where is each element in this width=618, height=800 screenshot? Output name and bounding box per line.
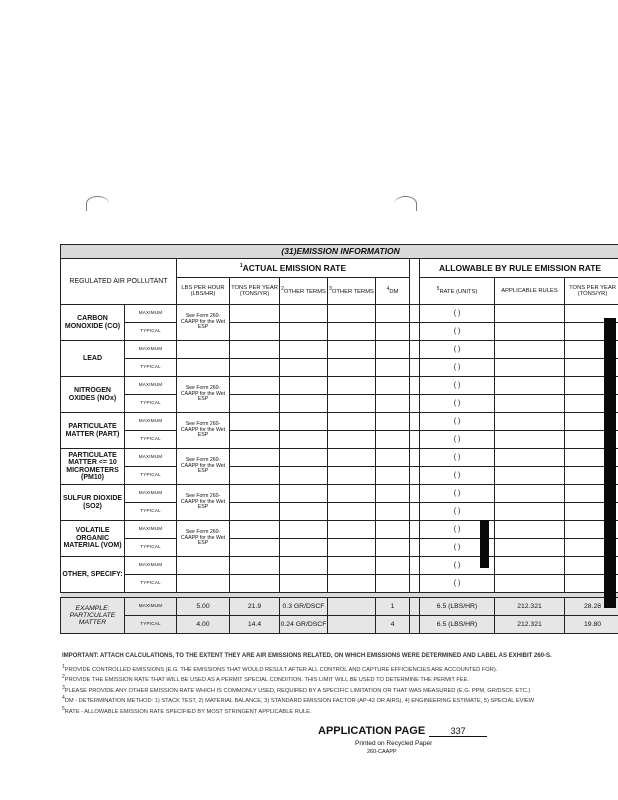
- see-form-note: See Form 260-CAAPP for the Wet ESP: [177, 377, 230, 413]
- redaction-bar: [480, 520, 489, 568]
- see-form-note: See Form 260-CAAPP for the Wet ESP: [177, 413, 230, 449]
- table-row: NITROGEN OXIDES (NOx) MAXIMUM See Form 260-CAAPP for the Wet ESP ( ): [61, 377, 618, 395]
- table-row: VOLATILE ORGANIC MATERIAL (VOM) MAXIMUM See Form 260-CAAPP for the Wet ESP ( ): [61, 521, 618, 539]
- col-rate-units: $^5$RATE (UNITS): [420, 278, 495, 305]
- pollutant-name: OTHER, SPECIFY:: [61, 557, 125, 593]
- table-row: PARTICULATE MATTER <= 10 MICROMETERS (PM10) MAXIMUM See Form 260-CAAPP for the Wet ESP ( ): [61, 449, 618, 467]
- see-form-note: See Form 260-CAAPP for the Wet ESP: [177, 305, 230, 341]
- see-form-note: See Form 260-CAAPP for the Wet ESP: [177, 485, 230, 521]
- table-row: SULFUR DIOXIDE (SO2) MAXIMUM See Form 260-CAAPP for the Wet ESP ( ): [61, 485, 618, 503]
- table-row: TYPICAL ( ): [61, 359, 618, 377]
- table-row: TYPICAL ( ): [61, 503, 618, 521]
- table-row: TYPICAL ( ): [61, 467, 618, 485]
- footnote: $^5$RATE - ALLOWABLE EMISSION RATE SPECIFIED BY MOST STRINGENT APPLICABLE RULE.: [62, 705, 312, 715]
- col-other-terms-b: $^3$OTHER TERMS: [328, 278, 376, 305]
- col-tons-per-year: TONS PER YEAR (TONS/YR): [230, 278, 280, 305]
- table-row: TYPICAL ( ): [61, 539, 618, 557]
- col-tons-per-year-allowable: TONS PER YEAR (TONS/YR): [565, 278, 618, 305]
- table-row: TYPICAL ( ): [61, 575, 618, 593]
- footnote: $^3$PLEASE PROVIDE ANY OTHER EMISSION RATE WHICH IS COMMONLY USED, REQUIRED BY A SPECIFIC LIMITATION OR THAT WAS MEASURED (E.G. PPM, GR/DSCF, ETC.): [62, 684, 531, 694]
- example-name: EXAMPLE: PARTICULATE MATTER: [61, 598, 125, 634]
- pollutant-name: SULFUR DIOXIDE (SO2): [61, 485, 125, 521]
- redaction-bar: [604, 318, 616, 608]
- emission-table: [60, 244, 618, 634]
- col-dm: $^4$DM: [376, 278, 410, 305]
- scan-mark-left: [86, 196, 109, 211]
- footnote: $^4$DM - DETERMINATION METHOD: 1) STACK TEST, 2) MATERIAL BALANCE, 3) STANDARD EMISSION FACTOR (AP-42 OR AIRS), 4) ENGINEERING ESTIMATE, 5) SPECIAL EVIEW: [62, 695, 535, 704]
- pollutant-header: REGULATED AIR POLLUTANT: [61, 259, 177, 305]
- footnote: $^2$PROVIDE THE EMISSION RATE THAT WILL BE USED AS A PERMIT SPECIAL CONDITION. THIS LIMIT WILL BE USED TO DETERMINE THE PERMIT FEE.: [62, 674, 469, 683]
- table-row: CARBON MONOXIDE (CO) MAXIMUM See Form 260-CAAPP for the Wet ESP ( ): [61, 305, 618, 323]
- footnotes: [62, 653, 618, 716]
- pollutant-name: LEAD: [61, 341, 125, 377]
- col-other-terms-a: $^2$OTHER TERMS: [280, 278, 328, 305]
- pollutant-name: NITROGEN OXIDES (NOx): [61, 377, 125, 413]
- application-page-label: APPLICATION PAGE 337: [318, 725, 487, 737]
- table-row: TYPICAL ( ): [61, 395, 618, 413]
- printed-note: Printed on Recycled Paper: [355, 740, 433, 747]
- see-form-note: See Form 260-CAAPP for the Wet ESP: [177, 521, 230, 557]
- pollutant-name: PARTICULATE MATTER (PART): [61, 413, 125, 449]
- example-row: TYPICAL 4.00 14.4 0.24 GR/DSCF 4 6.5 (LBS/HR) 212.321 19.80: [61, 616, 618, 634]
- table-row: TYPICAL ( ): [61, 431, 618, 449]
- form-id: 260-CAAPP: [367, 749, 397, 755]
- see-form-note: See Form 260-CAAPP for the Wet ESP: [177, 449, 230, 485]
- pollutant-name: VOLATILE ORGANIC MATERIAL (VOM): [61, 521, 125, 557]
- pollutant-name: PARTICULATE MATTER <= 10 MICROMETERS (PM10): [61, 449, 125, 485]
- pollutant-name: CARBON MONOXIDE (CO): [61, 305, 125, 341]
- table-row: PARTICULATE MATTER (PART) MAXIMUM See Form 260-CAAPP for the Wet ESP ( ): [61, 413, 618, 431]
- table-row: LEAD MAXIMUM ( ): [61, 341, 618, 359]
- col-lbs-per-hour: LBS PER HOUR (LBS/HR): [177, 278, 230, 305]
- page-number: 337: [429, 726, 487, 737]
- scan-mark-right: [394, 196, 417, 211]
- example-row: EXAMPLE: PARTICULATE MATTER MAXIMUM 5.00 21.9 0.3 GR/DSCF 1 6.5 (LBS/HR) 212.321 28.28: [61, 598, 618, 616]
- table-row: OTHER, SPECIFY: MAXIMUM ( ): [61, 557, 618, 575]
- table-row: TYPICAL ( ): [61, 323, 618, 341]
- footnote: $^1$PROVIDE CONTROLLED EMISSIONS (E.G. THE EMISSIONS THAT WOULD RESULT AFTER ALL CONTROL AND CAPTURE EFFICIENCIES ARE ACCOUNTED FOR).: [62, 663, 498, 673]
- actual-rate-header: $^1$ACTUAL EMISSION RATE: [177, 259, 410, 278]
- col-applicable-rules: APPLICABLE RULES: [495, 278, 565, 305]
- important-note: IMPORTANT: ATTACH CALCULATIONS, TO THE EXTENT THEY ARE AIR EMISSIONS RELATED, ON WHICH EMISSIONS WERE DETERMINED AND LABEL AS EXHIBIT 260-S.: [62, 653, 552, 659]
- emission-information-section: [60, 244, 618, 634]
- allowable-header: ALLOWABLE BY RULE EMISSION RATE: [420, 259, 618, 278]
- section-title: (31)EMISSION INFORMATION: [61, 245, 618, 259]
